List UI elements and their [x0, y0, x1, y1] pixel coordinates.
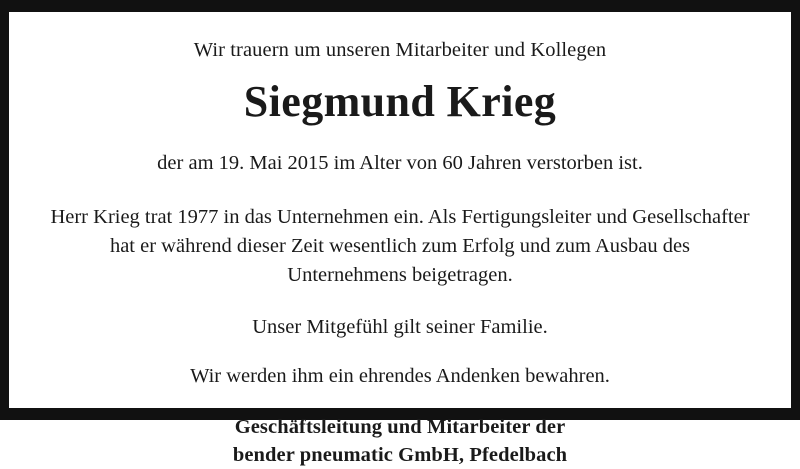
- remembrance-text: Wir werden ihm ein ehrendes Andenken bewahren.: [190, 364, 610, 387]
- signature-line-management: Geschäftsleitung und Mitarbeiter der: [234, 415, 566, 438]
- signature-line-company: bender pneumatic GmbH, Pfedelbach: [232, 443, 568, 466]
- obituary-content: [9, 12, 791, 466]
- deceased-name: Siegmund Krieg: [243, 76, 557, 126]
- signature-block: [43, 414, 757, 469]
- sympathy-text: Unser Mitgefühl gilt seiner Familie.: [252, 315, 548, 338]
- mourning-intro-text: Wir trauern um unseren Mitarbeiter und Kollegen: [193, 39, 607, 61]
- death-date-and-age-text: der am 19. Mai 2015 im Alter von 60 Jahren verstorben ist.: [157, 152, 643, 175]
- tribute-paragraph: Herr Krieg trat 1977 in das Unternehmen ein. Als Fertigungsleiter und Gesellschafter hat er während dieser Zeit wesentlich zum Erfolg und zum Ausbau des Unternehmens beigetragen.: [50, 205, 750, 286]
